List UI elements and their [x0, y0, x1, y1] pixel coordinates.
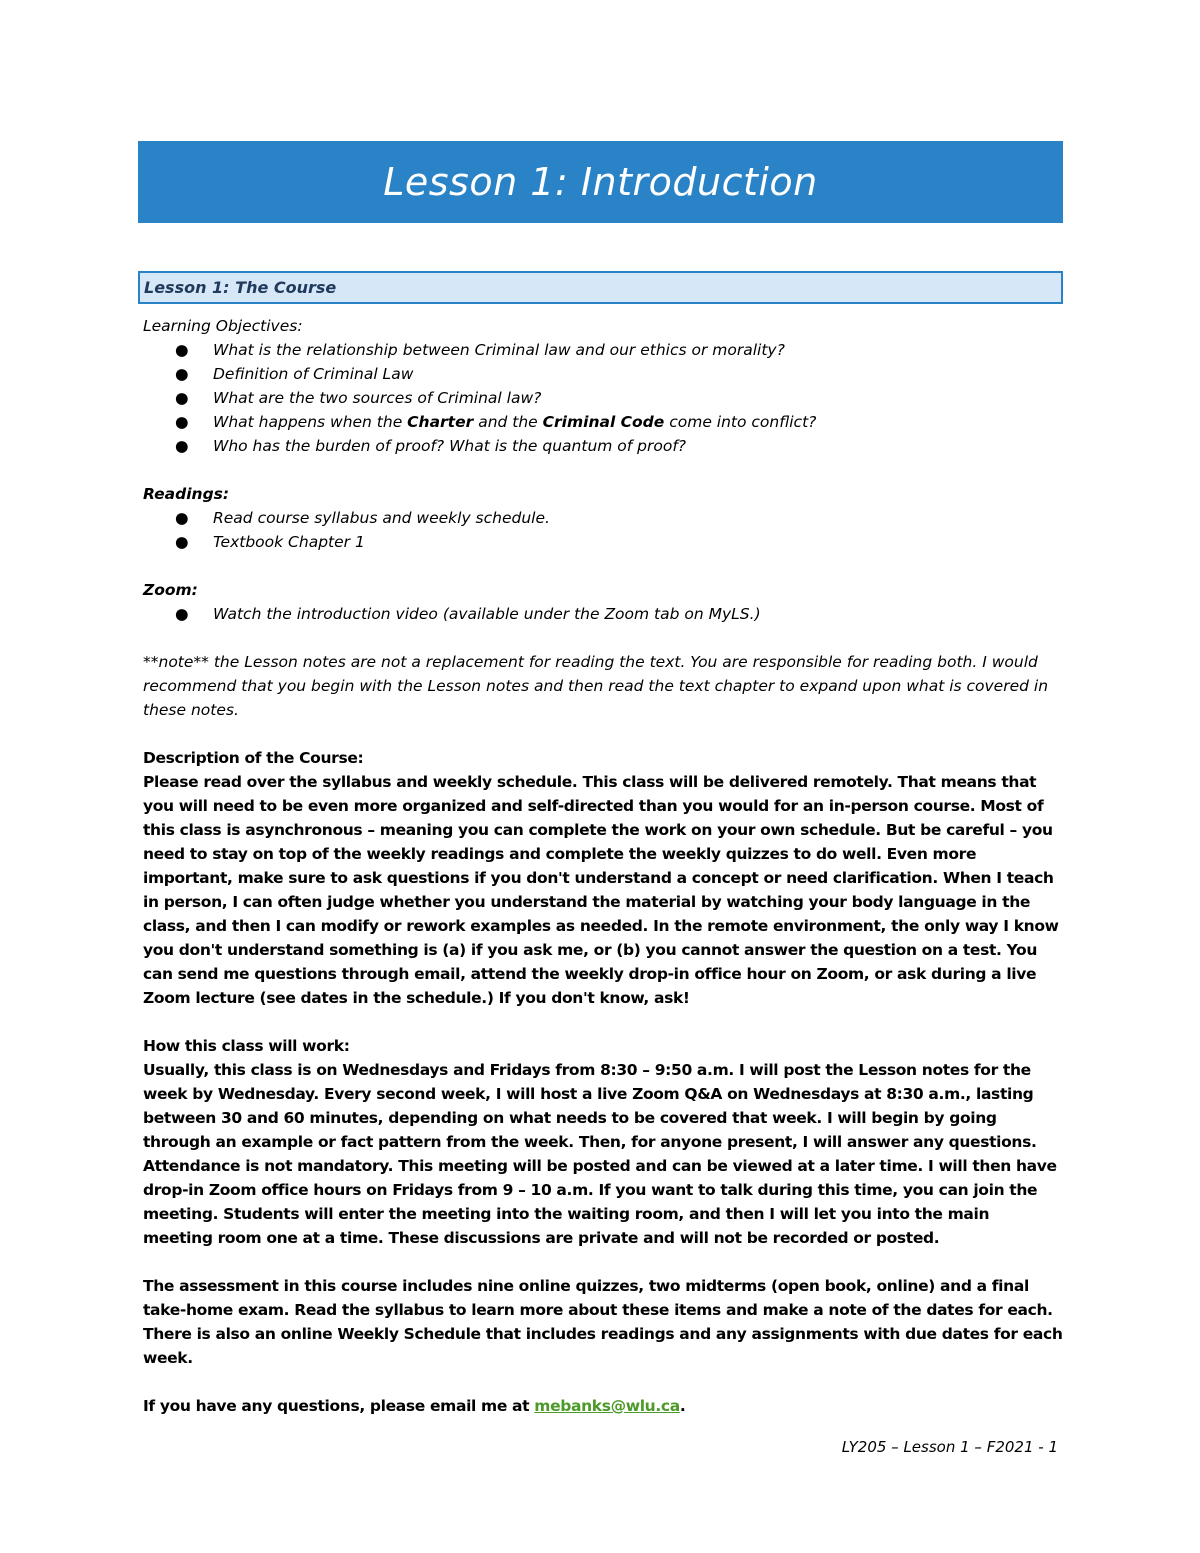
how-class-works-body: Usually, this class is on Wednesdays and Fridays from 8:30 – 9:50 a.m. I will post the Lesson notes for the week by Wednesday. Every second week, I will host a live Zoom Q&A on Wednesdays at 8:30 a.m., lasting between 30 and 60 minutes, depending on what needs to be covered that week. I will begin by going through an example or fact pattern from the week. Then, for anyone present, I will answer any questions. Attendance is not mandatory. This meeting will be posted and can be viewed at a later time. I will then have drop-in Zoom office hours on Fridays from 9 – 10 a.m. If you want to talk during this time, you can join the meeting. Students will enter the meeting into the waiting room, and then I will let you into the main meeting room one at a time. These discussions are private and will not be recorded or posted.: [143, 1061, 1057, 1247]
list-item-text: What are the two sources of Criminal law?: [213, 389, 542, 407]
bullet-icon: ●: [175, 365, 189, 383]
list-item-text: come into conflict?: [664, 413, 817, 431]
list-item: [143, 506, 1063, 530]
how-class-works-heading: How this class will work:: [143, 1037, 350, 1055]
list-item-text: What is the relationship between Criminal law and our ethics or morality?: [213, 341, 785, 359]
list-item: [143, 362, 1063, 386]
list-item-text: and the: [473, 413, 543, 431]
list-item: [143, 386, 1063, 410]
list-item-text: Read course syllabus and weekly schedule.: [213, 509, 550, 527]
section-header: [138, 271, 1063, 304]
title-banner: [138, 141, 1063, 223]
contact-text-end: .: [679, 1397, 686, 1415]
list-item: [143, 338, 1063, 362]
list-item: [143, 434, 1063, 458]
bullet-icon: ●: [175, 413, 189, 431]
description-heading: Description of the Course:: [143, 749, 364, 767]
list-item-text: Who has the burden of proof? What is the quantum of proof?: [213, 437, 687, 455]
list-item-text: What happens when the: [213, 413, 408, 431]
charter-term: Charter: [407, 413, 474, 431]
list-item-text: Watch the introduction video (available under the Zoom tab on MyLS.): [213, 605, 761, 623]
description-body: Please read over the syllabus and weekly schedule. This class will be delivered remotely. That means that you will need to be even more organized and self-directed than you would for an in-person course. Most of this class is asynchronous – meaning you can complete the work on your own schedule. But be careful – you need to stay on top of the weekly readings and complete the weekly quizzes to do well. Even more important, make sure to ask questions if you don't understand a concept or need clarification. When I teach in person, I can often judge whether you understand the material by watching your body language in the class, and then I can modify or rework examples as needed. In the remote environment, the only way I know you don't understand something is (a) if you ask me, or (b) you cannot answer the question on a test. You can send me questions through email, attend the weekly drop-in office hour on Zoom, or ask during a live Zoom lecture (see dates in the schedule.) If you don't know, ask!: [143, 773, 1059, 1007]
readings-heading: Readings:: [143, 485, 230, 503]
learning-objectives-heading: Learning Objectives:: [143, 317, 303, 335]
bullet-icon: ●: [175, 389, 189, 407]
note-paragraph: **note** the Lesson notes are not a replacement for reading the text. You are responsible for reading both. I would recommend that you begin with the Lesson notes and then read the text chapter to expand upon what is covered in these notes.: [143, 653, 1049, 719]
bullet-icon: ●: [175, 533, 189, 551]
email-link[interactable]: mebanks@wlu.ca: [534, 1397, 680, 1415]
assessment-paragraph: The assessment in this course includes nine online quizzes, two midterms (open book, online) and a final take-home exam. Read the syllabus to learn more about these items and make a note of the dates for each. There is also an online Weekly Schedule that includes readings and any assignments with due dates for each week.: [143, 1277, 1063, 1367]
bullet-icon: ●: [175, 509, 189, 527]
section-header-text: Lesson 1: The Course: [144, 278, 337, 297]
contact-paragraph: [143, 1394, 1063, 1418]
list-item-text: Textbook Chapter 1: [213, 533, 365, 551]
page-footer: LY205 – Lesson 1 – F2021 - 1: [841, 1438, 1058, 1456]
bullet-icon: ●: [175, 341, 189, 359]
lesson-content: [143, 314, 1063, 1418]
list-item: [143, 602, 1063, 626]
page-title: Lesson 1: Introduction: [383, 160, 818, 204]
list-item: [143, 530, 1063, 554]
zoom-heading: Zoom:: [143, 581, 198, 599]
bullet-icon: ●: [175, 437, 189, 455]
zoom-list: [143, 602, 1063, 626]
learning-objectives-list: [143, 338, 1063, 458]
bullet-icon: ●: [175, 605, 189, 623]
criminal-code-term: Criminal Code: [542, 413, 665, 431]
readings-list: [143, 506, 1063, 554]
contact-text: If you have any questions, please email me at: [143, 1397, 535, 1415]
list-item-text: Definition of Criminal Law: [213, 365, 414, 383]
list-item: [143, 410, 1063, 434]
